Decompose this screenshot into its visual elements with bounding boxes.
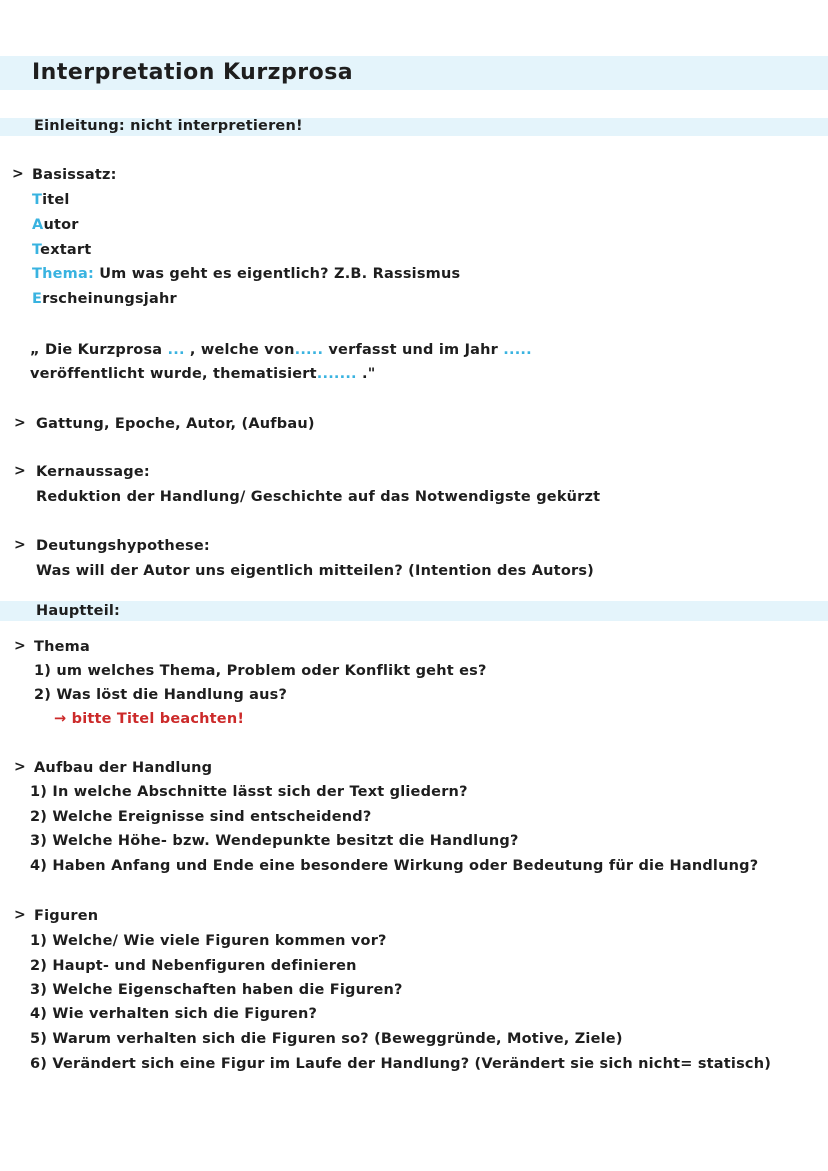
item-number: 2) [30, 958, 48, 974]
quote-text: „ Die Kurzprosa [30, 342, 163, 358]
kernaussage-text: Reduktion der Handlung/ Geschichte auf das Notwendigste gekürzt [36, 489, 601, 505]
item-number: 1) [34, 663, 52, 679]
page-title: Interpretation Kurzprosa [32, 60, 354, 85]
item-text: Verändert sich eine Figur im Laufe der Handlung? (Verändert sie sich nicht= statisch) [52, 1056, 772, 1072]
note-text: bitte Titel beachten! [71, 711, 245, 727]
quote-line-2 [30, 366, 375, 382]
item-number: 1) [30, 784, 48, 800]
basissatz-item-erscheinungsjahr [32, 291, 177, 307]
item-text: Was löst die Handlung aus? [56, 687, 288, 703]
quote-text: , welche von [189, 342, 295, 358]
aufbau-item-4 [30, 858, 758, 874]
quote-line-1 [30, 342, 532, 358]
item-text: Welche Höhe- bzw. Wendepunkte besitzt die Handlung? [52, 833, 519, 849]
right-arrow-icon: → [54, 711, 67, 727]
basissatz-item-textart [32, 242, 91, 258]
item-number: 4) [30, 1006, 48, 1022]
figuren-item-2 [30, 958, 357, 974]
item-text: Haben Anfang und Ende eine besondere Wirkung oder Bedeutung für die Handlung? [52, 858, 759, 874]
bullet-arrow-icon: > [14, 638, 26, 654]
item-initial: T [32, 192, 43, 208]
item-number: 3) [30, 833, 48, 849]
hauptteil-highlight [0, 601, 828, 621]
figuren-item-1 [30, 933, 387, 949]
item-rest: itel [42, 192, 70, 208]
item-number: 2) [34, 687, 52, 703]
bullet-arrow-icon: > [14, 415, 26, 431]
item-text: Welche Eigenschaften haben die Figuren? [52, 982, 403, 998]
quote-dots: ..... [498, 342, 532, 358]
basissatz-item-autor [32, 217, 79, 233]
quote-dots: ....... [316, 366, 363, 382]
item-number: 6) [30, 1056, 48, 1072]
quote-text: veröffentlicht wurde, thematisiert [30, 366, 317, 382]
basissatz-label: Basissatz: [32, 167, 117, 183]
basissatz-item-thema [32, 266, 460, 282]
thema-label: Thema [34, 639, 90, 655]
bullet-arrow-icon: > [14, 907, 26, 923]
aufbau-label: Aufbau der Handlung [34, 760, 213, 776]
aufbau-item-2 [30, 809, 371, 825]
bullet-arrow-icon: > [14, 759, 26, 775]
thema-item-1 [34, 663, 487, 679]
thema-item-2 [34, 687, 287, 703]
quote-dots: ..... [294, 342, 324, 358]
item-initial: T [32, 242, 41, 258]
item-number: 1) [30, 933, 48, 949]
item-initial: Thema: [32, 266, 94, 282]
item-rest: rscheinungsjahr [42, 291, 177, 307]
item-rest: extart [40, 242, 92, 258]
deutung-text: Was will der Autor uns eigentlich mitteilen? (Intention des Autors) [36, 563, 594, 579]
item-number: 2) [30, 809, 48, 825]
aufbau-item-1 [30, 784, 468, 800]
einleitung-header: Einleitung: nicht interpretieren! [34, 118, 303, 134]
thema-note [54, 711, 244, 727]
figuren-label: Figuren [34, 908, 99, 924]
item-text: In welche Abschnitte lässt sich der Text gliedern? [52, 784, 468, 800]
item-rest: utor [43, 217, 79, 233]
kernaussage-label: Kernaussage: [36, 464, 150, 480]
bullet-arrow-icon: > [14, 537, 26, 553]
item-text: um welches Thema, Problem oder Konflikt geht es? [56, 663, 487, 679]
deutung-label: Deutungshypothese: [36, 538, 210, 554]
aufbau-item-3 [30, 833, 519, 849]
bullet-arrow-icon: > [12, 166, 24, 182]
item-number: 5) [30, 1031, 48, 1047]
item-initial: E [32, 291, 43, 307]
item-text: Haupt- und Nebenfiguren definieren [52, 958, 357, 974]
bullet-arrow-icon: > [14, 463, 26, 479]
item-text: Warum verhalten sich die Figuren so? (Beweggründe, Motive, Ziele) [52, 1031, 623, 1047]
figuren-item-5 [30, 1031, 623, 1047]
item-initial: A [32, 217, 44, 233]
quote-dots: ... [162, 342, 190, 358]
item-number: 3) [30, 982, 48, 998]
figuren-item-3 [30, 982, 403, 998]
hauptteil-header: Hauptteil: [36, 603, 121, 619]
figuren-item-6 [30, 1056, 771, 1072]
quote-text: ." [362, 366, 376, 382]
item-text: Welche Ereignisse sind entscheidend? [52, 809, 372, 825]
item-text: Welche/ Wie viele Figuren kommen vor? [52, 933, 387, 949]
basissatz-item-titel [32, 192, 70, 208]
gattung-line: Gattung, Epoche, Autor, (Aufbau) [36, 416, 315, 432]
quote-text: verfasst und im Jahr [323, 342, 499, 358]
figuren-item-4 [30, 1006, 317, 1022]
item-rest: Um was geht es eigentlich? Z.B. Rassismus [93, 266, 461, 282]
item-text: Wie verhalten sich die Figuren? [52, 1006, 318, 1022]
item-number: 4) [30, 858, 48, 874]
